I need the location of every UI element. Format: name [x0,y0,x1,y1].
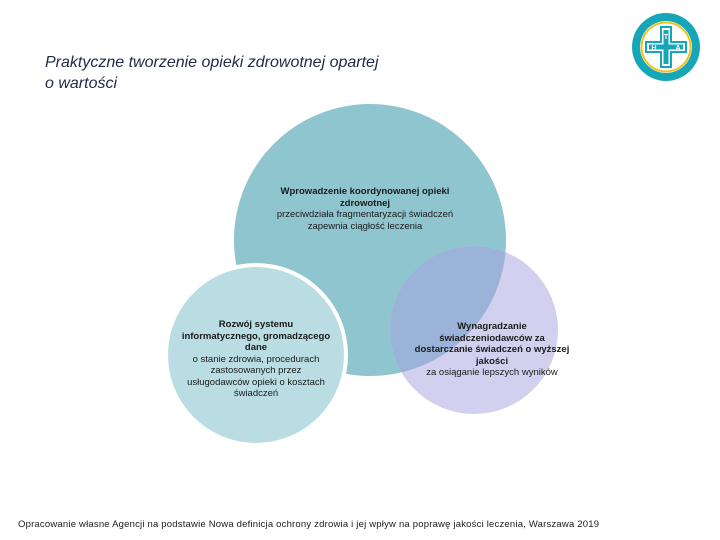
top-circle-bold: Wprowadzenie koordynowanej opieki zdrowotnej [280,186,450,209]
top-circle-normal: przeciwdziała fragmentaryzacji świadczeń zapewnia ciągłość leczenia [276,209,454,232]
right-circle-bold: Wynagradzanie świadczeniodawców za dostarczanie świadczeń o wyższej jakości [414,321,570,367]
left-circle-bold: Rozwój systemu informatycznego, gromadzącego dane [181,319,331,353]
top-circle-text [262,186,468,232]
logo-letter-h: H [651,45,657,52]
right-circle-normal: za osiąganie lepszych wyników [426,367,558,378]
title-line-2: o wartości [45,75,118,92]
source-footnote: Opracowanie własne Agencji na podstawie Nowa definicja ochrony zdrowia i jej wpływ na poprawę jakości leczenia, Warszawa 2019 [18,519,600,530]
left-circle-text [181,319,331,400]
right-circle-text [411,321,573,379]
title-line-1: Praktyczne tworzenie opieki zdrowotnej opartej [45,54,379,71]
logo-letter-a: A [675,45,681,52]
left-circle-normal: o stanie zdrowia, procedurach zastosowanych przez usługodawców opieki o kosztach świadczeń [187,353,325,399]
logo-letter-t: T [663,34,669,41]
